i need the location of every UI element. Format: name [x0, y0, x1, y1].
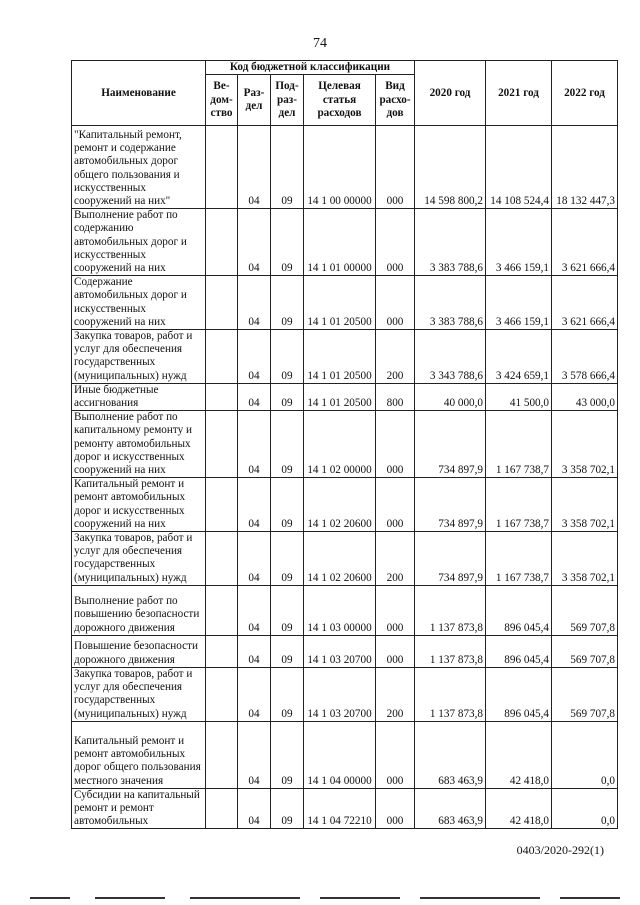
header-target: Целевая статья расходов [304, 75, 376, 126]
row-vedomstvo [206, 585, 238, 635]
row-name: Выполнение работ по содержанию автомобильных дорог и искусственных сооружений на них [72, 209, 206, 276]
row-podrazdel: 09 [271, 276, 304, 330]
row-2020: 1 137 873,8 [415, 667, 486, 721]
row-name: Выполнение работ по повышению безопасности дорожного движения [72, 585, 206, 635]
document-code: 0403/2020-292(1) [516, 843, 604, 857]
row-2022: 569 707,8 [552, 667, 618, 721]
table-row [72, 478, 618, 532]
row-razdel: 04 [238, 635, 271, 667]
row-target: 14 1 02 20600 [304, 478, 376, 532]
row-2020: 683 463,9 [415, 721, 486, 788]
row-podrazdel: 09 [271, 635, 304, 667]
row-2020: 734 897,9 [415, 478, 486, 532]
table-row [72, 667, 618, 721]
header-2021: 2021 год [486, 61, 552, 126]
page-number: 74 [313, 36, 327, 51]
row-target: 14 1 02 00000 [304, 411, 376, 478]
row-vedomstvo [206, 209, 238, 276]
table-body [72, 126, 618, 829]
row-2021: 3 424 659,1 [486, 330, 552, 384]
row-vid: 000 [376, 209, 415, 276]
row-2020: 3 383 788,6 [415, 276, 486, 330]
row-razdel: 04 [238, 126, 271, 209]
row-2021: 1 167 738,7 [486, 478, 552, 532]
row-2020: 14 598 800,2 [415, 126, 486, 209]
row-target: 14 1 00 00000 [304, 126, 376, 209]
row-2022: 3 358 702,1 [552, 411, 618, 478]
row-razdel: 04 [238, 330, 271, 384]
row-2021: 3 466 159,1 [486, 209, 552, 276]
row-2020: 3 383 788,6 [415, 209, 486, 276]
row-name: Субсидии на капитальный ремонт и ремонт автомобильных [72, 788, 206, 829]
header-razdel: Раз-дел [238, 75, 271, 126]
row-target: 14 1 04 00000 [304, 721, 376, 788]
table-row [72, 383, 618, 410]
row-2022: 569 707,8 [552, 635, 618, 667]
row-razdel: 04 [238, 411, 271, 478]
row-vedomstvo [206, 788, 238, 829]
row-2020: 1 137 873,8 [415, 635, 486, 667]
row-2021: 896 045,4 [486, 667, 552, 721]
table-row [72, 635, 618, 667]
row-vedomstvo [206, 276, 238, 330]
table-row [72, 585, 618, 635]
row-name: Закупка товаров, работ и услуг для обеспечения государственных (муниципальных) нужд [72, 532, 206, 586]
row-vedomstvo [206, 721, 238, 788]
row-razdel: 04 [238, 532, 271, 586]
header-vedomstvo: Ве-дом-ство [206, 75, 238, 126]
row-razdel: 04 [238, 585, 271, 635]
row-target: 14 1 03 20700 [304, 667, 376, 721]
row-vid: 000 [376, 276, 415, 330]
row-razdel: 04 [238, 788, 271, 829]
row-2021: 42 418,0 [486, 788, 552, 829]
row-name: Содержание автомобильных дорог и искусственных сооружений на них [72, 276, 206, 330]
row-podrazdel: 09 [271, 585, 304, 635]
row-podrazdel: 09 [271, 532, 304, 586]
row-razdel: 04 [238, 383, 271, 410]
row-target: 14 1 02 20600 [304, 532, 376, 586]
row-podrazdel: 09 [271, 411, 304, 478]
row-name: "Капитальный ремонт, ремонт и содержание автомобильных дорог общего пользования и искусственных сооружений на них" [72, 126, 206, 209]
row-name: Выполнение работ по капитальному ремонту и ремонту автомобильных дорог и искусственных сооружений на них [72, 411, 206, 478]
header-vid: Вид расхо-дов [376, 75, 415, 126]
table-row [72, 209, 618, 276]
table-row [72, 532, 618, 586]
row-vedomstvo [206, 126, 238, 209]
row-2021: 1 167 738,7 [486, 532, 552, 586]
row-vid: 000 [376, 721, 415, 788]
row-name: Иные бюджетные ассигнования [72, 383, 206, 410]
row-2022: 3 358 702,1 [552, 478, 618, 532]
row-2021: 896 045,4 [486, 585, 552, 635]
row-target: 14 1 04 72210 [304, 788, 376, 829]
header-2022: 2022 год [552, 61, 618, 126]
row-2022: 0,0 [552, 788, 618, 829]
row-2022: 0,0 [552, 721, 618, 788]
row-vedomstvo [206, 478, 238, 532]
row-2020: 40 000,0 [415, 383, 486, 410]
row-2021: 3 466 159,1 [486, 276, 552, 330]
row-target: 14 1 03 00000 [304, 585, 376, 635]
row-vid: 000 [376, 478, 415, 532]
row-podrazdel: 09 [271, 383, 304, 410]
row-vedomstvo [206, 383, 238, 410]
scan-edge-marks [0, 895, 640, 899]
row-podrazdel: 09 [271, 209, 304, 276]
row-razdel: 04 [238, 667, 271, 721]
row-2020: 734 897,9 [415, 411, 486, 478]
table-row [72, 276, 618, 330]
row-name: Капитальный ремонт и ремонт автомобильных дорог общего пользования местного значения [72, 721, 206, 788]
row-name: Закупка товаров, работ и услуг для обеспечения государственных (муниципальных) нужд [72, 330, 206, 384]
header-name: Наименование [72, 61, 206, 126]
row-vedomstvo [206, 667, 238, 721]
row-2020: 683 463,9 [415, 788, 486, 829]
header-2020: 2020 год [415, 61, 486, 126]
row-2021: 42 418,0 [486, 721, 552, 788]
row-vid: 000 [376, 788, 415, 829]
table-row [72, 721, 618, 788]
row-2021: 896 045,4 [486, 635, 552, 667]
table-row [72, 126, 618, 209]
header-podrazdel: Под-раз-дел [271, 75, 304, 126]
row-2022: 3 621 666,4 [552, 209, 618, 276]
row-podrazdel: 09 [271, 788, 304, 829]
row-podrazdel: 09 [271, 126, 304, 209]
row-name: Капитальный ремонт и ремонт автомобильных дорог и искусственных сооружений на них [72, 478, 206, 532]
row-razdel: 04 [238, 276, 271, 330]
row-2020: 734 897,9 [415, 532, 486, 586]
row-2022: 18 132 447,3 [552, 126, 618, 209]
row-2022: 43 000,0 [552, 383, 618, 410]
row-vedomstvo [206, 532, 238, 586]
row-2020: 1 137 873,8 [415, 585, 486, 635]
row-2021: 14 108 524,4 [486, 126, 552, 209]
row-podrazdel: 09 [271, 667, 304, 721]
table-row [72, 411, 618, 478]
row-vedomstvo [206, 330, 238, 384]
row-2021: 1 167 738,7 [486, 411, 552, 478]
row-2021: 41 500,0 [486, 383, 552, 410]
row-vid: 000 [376, 635, 415, 667]
row-vid: 200 [376, 330, 415, 384]
row-2022: 3 621 666,4 [552, 276, 618, 330]
row-target: 14 1 03 20700 [304, 635, 376, 667]
row-vid: 000 [376, 585, 415, 635]
table-row [72, 330, 618, 384]
row-2022: 3 358 702,1 [552, 532, 618, 586]
header-code-group: Код бюджетной классификации [206, 61, 415, 75]
row-name: Повышение безопасности дорожного движения [72, 635, 206, 667]
row-vid: 200 [376, 532, 415, 586]
row-podrazdel: 09 [271, 721, 304, 788]
row-vid: 000 [376, 126, 415, 209]
row-vid: 000 [376, 411, 415, 478]
row-razdel: 04 [238, 721, 271, 788]
row-podrazdel: 09 [271, 330, 304, 384]
row-vid: 800 [376, 383, 415, 410]
row-razdel: 04 [238, 478, 271, 532]
row-2022: 569 707,8 [552, 585, 618, 635]
row-podrazdel: 09 [271, 478, 304, 532]
row-vid: 200 [376, 667, 415, 721]
row-target: 14 1 01 20500 [304, 383, 376, 410]
budget-table [71, 60, 618, 829]
row-target: 14 1 01 20500 [304, 330, 376, 384]
table-row [72, 788, 618, 829]
row-2020: 3 343 788,6 [415, 330, 486, 384]
row-razdel: 04 [238, 209, 271, 276]
row-target: 14 1 01 20500 [304, 276, 376, 330]
row-target: 14 1 01 00000 [304, 209, 376, 276]
row-2022: 3 578 666,4 [552, 330, 618, 384]
row-name: Закупка товаров, работ и услуг для обеспечения государственных (муниципальных) нужд [72, 667, 206, 721]
row-vedomstvo [206, 635, 238, 667]
row-vedomstvo [206, 411, 238, 478]
